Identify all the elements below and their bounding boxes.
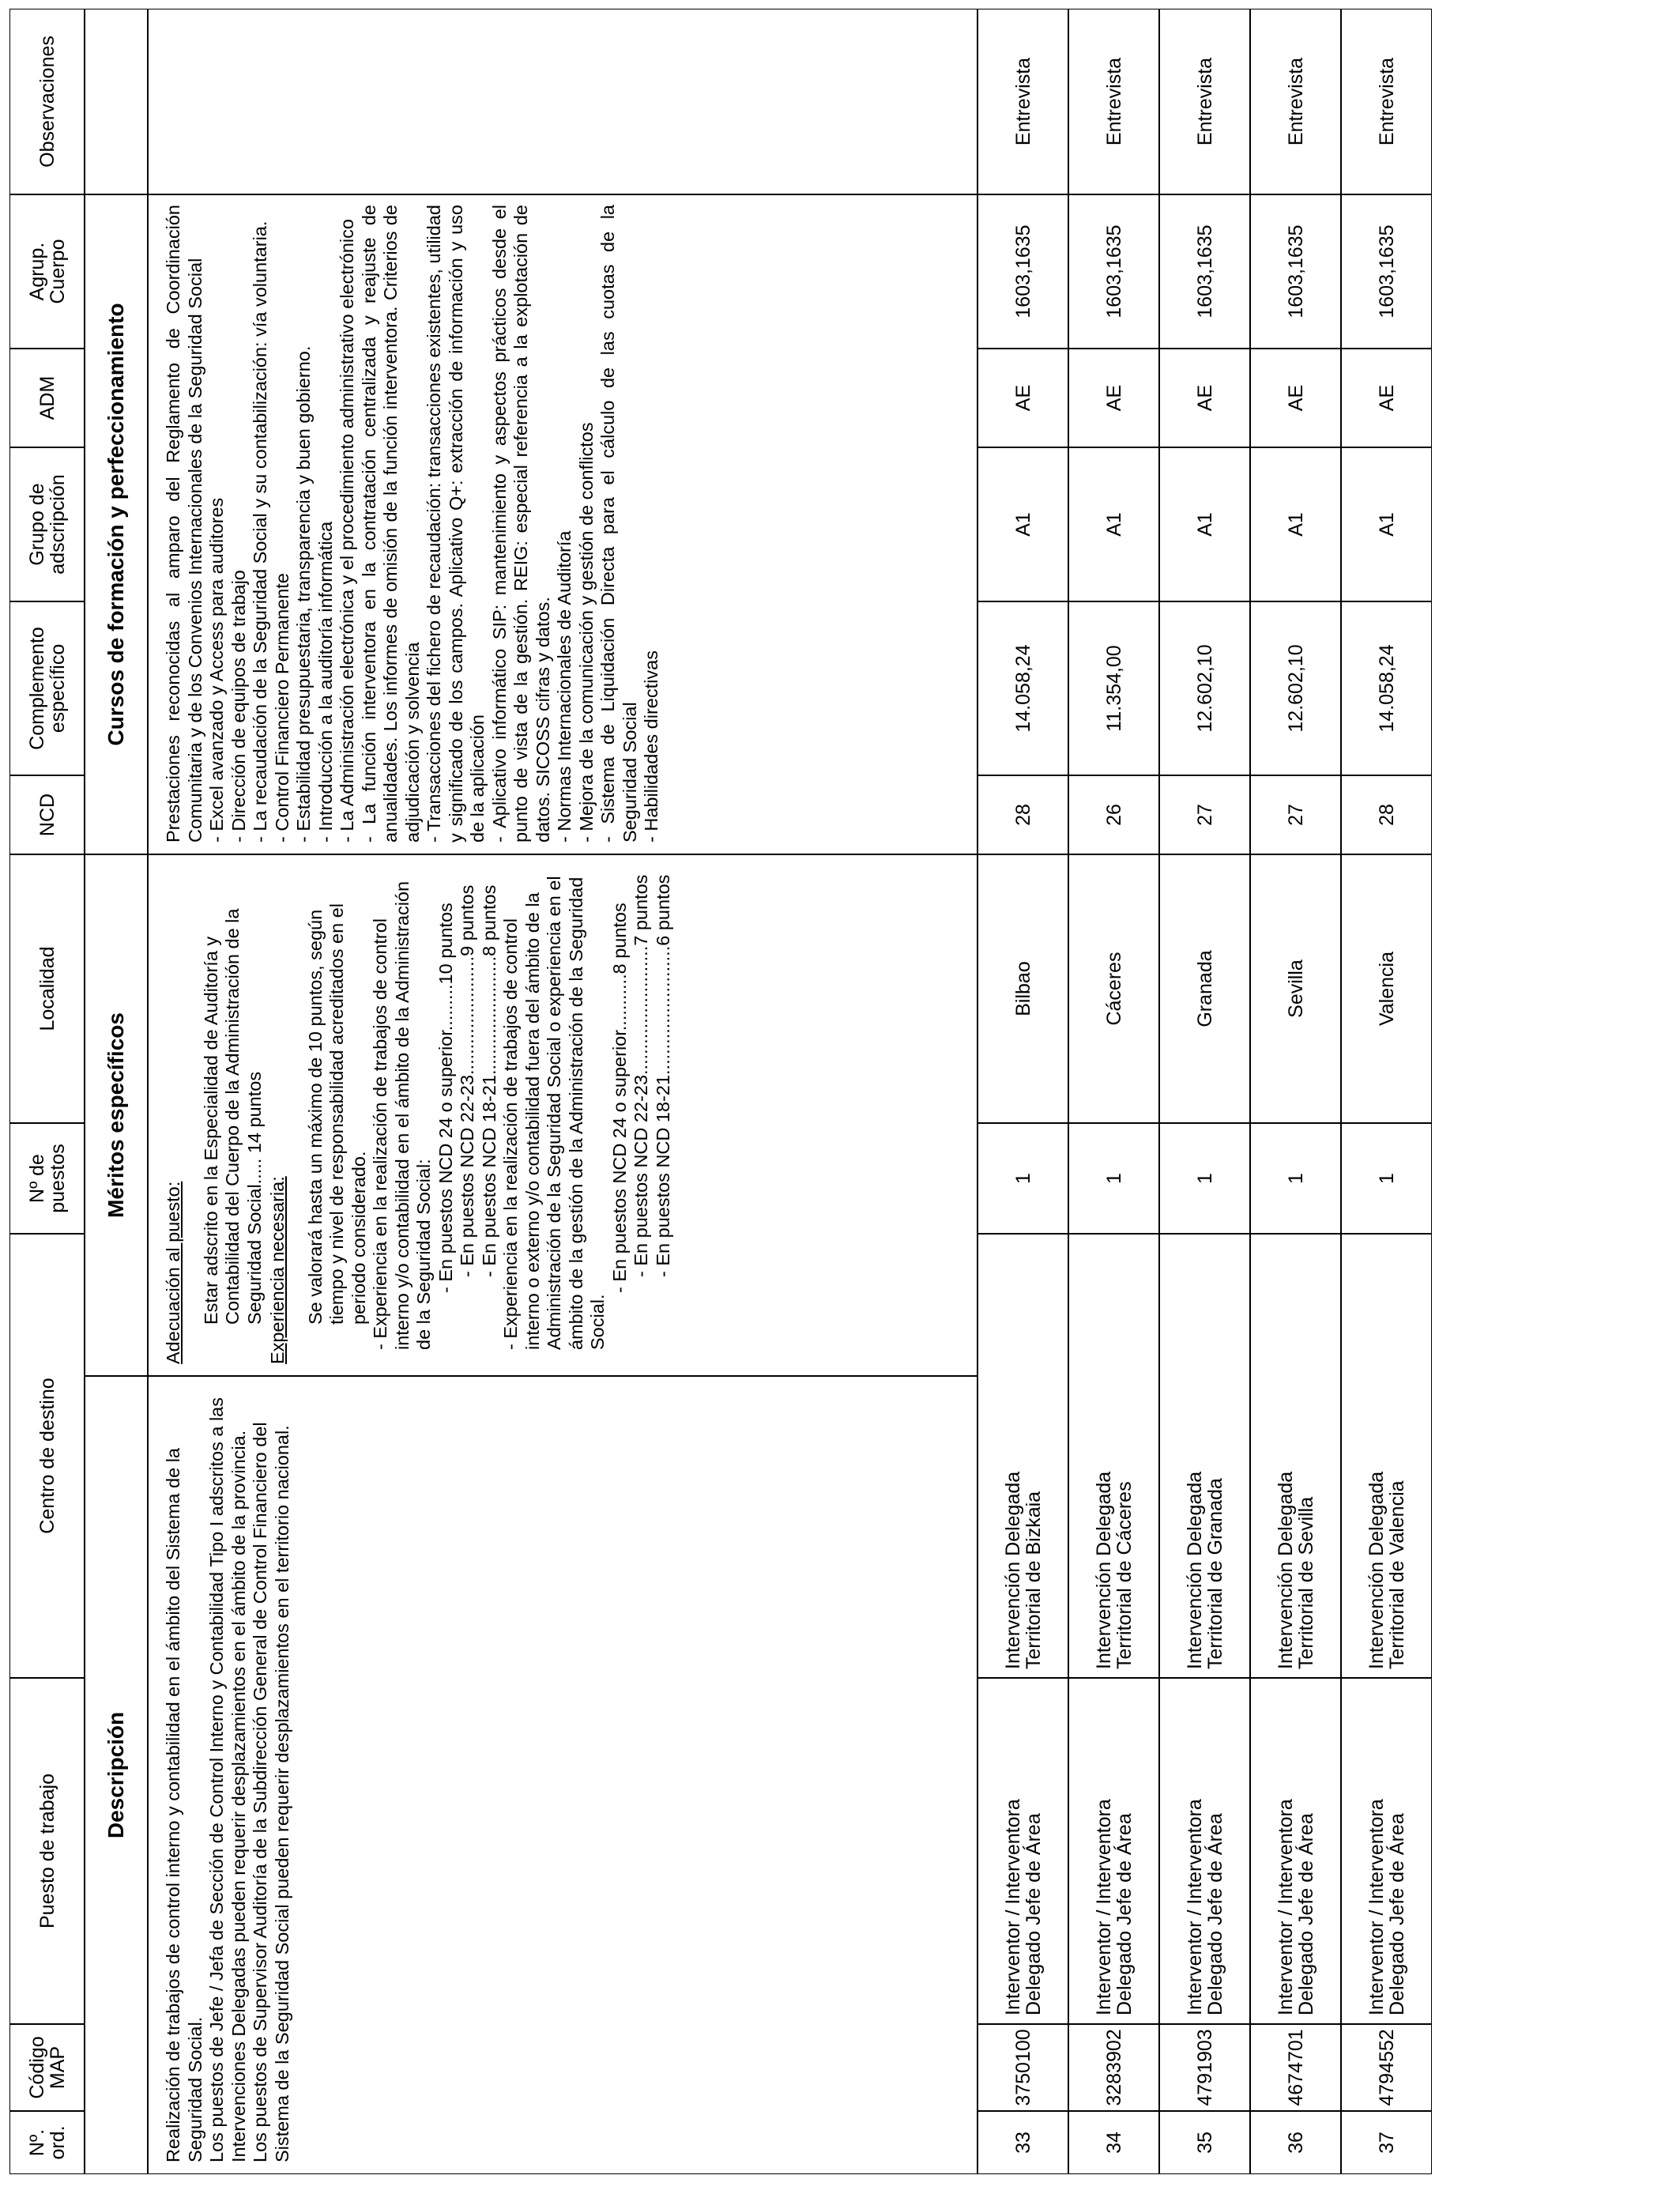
cell-centro: Intervención Delegada Territorial de Valencia bbox=[1341, 1234, 1432, 1678]
cell-ncd: 26 bbox=[1068, 775, 1159, 854]
experiencia-2: - Experiencia en la realización de trabajos de control interno o externo y/o contabilidad fuera del ámbito de la Administración de la Seguridad Social o experiencia en el ámbito de la gestión de la Administración de la Seguridad Social. bbox=[500, 876, 608, 1350]
cell-n-puestos: 1 bbox=[977, 1123, 1068, 1234]
header-n-puestos: Nº de puestos bbox=[9, 1123, 85, 1234]
cell-grupo: A1 bbox=[1250, 447, 1341, 601]
cell-ncd: 27 bbox=[1250, 775, 1341, 854]
cell-agrup: 1603,1635 bbox=[1068, 194, 1159, 349]
cell-localidad: Sevilla bbox=[1250, 854, 1341, 1123]
experiencia-title: Experiencia necesaria: bbox=[267, 1176, 288, 1364]
cell-ncd: 28 bbox=[977, 775, 1068, 854]
cell-puesto: Interventor / Interventora Delegado Jefe de Área bbox=[977, 1678, 1068, 2024]
cell-complemento: 14.058,24 bbox=[1341, 601, 1432, 775]
cell-grupo: A1 bbox=[1068, 447, 1159, 601]
cell-grupo: A1 bbox=[1341, 447, 1432, 601]
cell-puesto: Interventor / Interventora Delegado Jefe de Área bbox=[1068, 1678, 1159, 2024]
cell-observaciones: Entrevista bbox=[1250, 9, 1341, 194]
header-codigo: Código MAP bbox=[9, 2024, 85, 2111]
cell-adm: AE bbox=[1159, 349, 1250, 447]
cell-centro: Intervención Delegada Territorial de Sevilla bbox=[1250, 1234, 1341, 1678]
cell-n-ord: 36 bbox=[1250, 2111, 1341, 2174]
cell-observaciones: Entrevista bbox=[1341, 9, 1432, 194]
cell-complemento: 12.602,10 bbox=[1159, 601, 1250, 775]
cell-n-puestos: 1 bbox=[1341, 1123, 1432, 1234]
cell-puesto: Interventor / Interventora Delegado Jefe de Área bbox=[1159, 1678, 1250, 2024]
section-empty bbox=[85, 9, 148, 194]
header-agrup: Agrup. Cuerpo bbox=[9, 194, 85, 349]
cell-agrup: 1603,1635 bbox=[1341, 194, 1432, 349]
cell-agrup: 1603,1635 bbox=[1159, 194, 1250, 349]
descripcion-text: Realización de trabajos de control interno y contabilidad en el ámbito del Sistema de la Seguridad Social. Los puestos de Jefe / Jefa de Sección de Control Interno y Contabilidad Tipo I adscritos a las Intervenciones Delegadas pueden requerir desplazamientos en el ámbito de la provincia. Los puestos de Supervisor Auditoría de la Subdirección General de Control Financiero del Sistema de la Seguridad Social pueden requerir desplazamientos en el territorio nacional. bbox=[148, 1376, 977, 2174]
cell-adm: AE bbox=[1250, 349, 1341, 447]
cell-adm: AE bbox=[1341, 349, 1432, 447]
header-puesto: Puesto de trabajo bbox=[9, 1678, 85, 2024]
header-grupo: Grupo de adscripción bbox=[9, 447, 85, 601]
adecuacion-text: Estar adscrito en la Especialidad de Auditoría y Contabilidad del Cuerpo de la Administración de la Seguridad Social..... 14 puntos bbox=[200, 908, 265, 1325]
cell-n-ord: 33 bbox=[977, 2111, 1068, 2174]
meritos-text bbox=[148, 854, 977, 1376]
cell-agrup: 1603,1635 bbox=[1250, 194, 1341, 349]
cell-complemento: 11.354,00 bbox=[1068, 601, 1159, 775]
header-ncd: NCD bbox=[9, 775, 85, 854]
cell-observaciones: Entrevista bbox=[1159, 9, 1250, 194]
cell-adm: AE bbox=[1068, 349, 1159, 447]
cell-complemento: 14.058,24 bbox=[977, 601, 1068, 775]
header-adm: ADM bbox=[9, 349, 85, 447]
cell-ncd: 28 bbox=[1341, 775, 1432, 854]
positions-table bbox=[9, 9, 1432, 2174]
cell-grupo: A1 bbox=[977, 447, 1068, 601]
cursos-text: Prestaciones reconocidas al amparo del Reglamento de Coordinación Comunitaria y de los Convenios Internacionales de la Seguridad Social - Excel avanzado y Access para auditores - Dirección de equipos de trabajo - La recaudación de la Seguridad Social y su contabilización: vía voluntaria. - Control Financiero Permanente - Estabilidad presupuestaria, transparencia y buen gobierno. - Introducción a la auditoría informática - La Administración electrónica y el procedimiento administrativo electrónico - La función interventora en la contratación centralizada y reajuste de anualidades. Los informes de omisión de la función interventora. Criterios de adjudicación y solvencia - Transacciones del fichero de recaudación: transacciones existentes, utilidad y significado de los campos. Aplicativo Q+: extracción de información y uso de la aplicación - Aplicativo informático SIP: mantenimiento y aspectos prácticos desde el punto de vista de la gestión. REIG: especial referencia a la explotación de datos. SICOSS cifras y datos. - Normas Internacionales de Auditoría - Mejora de la comunicación y gestión de conflictos - Sistema de Liquidación Directa para el cálculo de las cuotas de la Seguridad Social - Habilidades directivas bbox=[148, 194, 977, 854]
cell-grupo: A1 bbox=[1159, 447, 1250, 601]
experiencia-1-c: - En puestos NCD 18-21.......................8 puntos bbox=[478, 884, 499, 1277]
experiencia-2-b: - En puestos NCD 22-23.........................7 puntos bbox=[631, 874, 651, 1277]
section-meritos: Méritos específicos bbox=[85, 854, 148, 1376]
observaciones-empty bbox=[148, 9, 977, 194]
cell-n-puestos: 1 bbox=[1250, 1123, 1341, 1234]
cell-codigo: 4674701 bbox=[1250, 2024, 1341, 2111]
header-observaciones: Observaciones bbox=[9, 9, 85, 194]
cell-codigo: 3283902 bbox=[1068, 2024, 1159, 2111]
cell-n-puestos: 1 bbox=[1068, 1123, 1159, 1234]
experiencia-2-a: - En puestos NCD 24 o superior...........8 puntos bbox=[608, 903, 630, 1293]
section-descripcion: Descripción bbox=[85, 1376, 148, 2174]
experiencia-intro: Se valorará hasta un máximo de 10 puntos, según tiempo y nivel de responsabilidad acreditados en el periodo considerado. bbox=[304, 903, 369, 1325]
cell-observaciones: Entrevista bbox=[977, 9, 1068, 194]
cell-n-ord: 37 bbox=[1341, 2111, 1432, 2174]
header-n-ord: Nº. ord. bbox=[9, 2111, 85, 2174]
cell-centro: Intervención Delegada Territorial de Granada bbox=[1159, 1234, 1250, 1678]
cell-centro: Intervención Delegada Territorial de Bizkaia bbox=[977, 1234, 1068, 1678]
cell-centro: Intervención Delegada Territorial de Cáceres bbox=[1068, 1234, 1159, 1678]
experiencia-1: - Experiencia en la realización de trabajos de control interno y/o contabilidad en el ámbito de la Administración de la Seguridad Social: bbox=[370, 880, 434, 1350]
cell-localidad: Bilbao bbox=[977, 854, 1068, 1123]
header-centro: Centro de destino bbox=[9, 1234, 85, 1678]
experiencia-1-b: - En puestos NCD 22-23.......................9 puntos bbox=[457, 884, 477, 1277]
cell-localidad: Granada bbox=[1159, 854, 1250, 1123]
cell-n-ord: 35 bbox=[1159, 2111, 1250, 2174]
cell-observaciones: Entrevista bbox=[1068, 9, 1159, 194]
header-complemento: Complemento específico bbox=[9, 601, 85, 775]
cell-localidad: Cáceres bbox=[1068, 854, 1159, 1123]
section-cursos: Cursos de formación y perfeccionamiento bbox=[85, 194, 148, 854]
cell-codigo: 3750100 bbox=[977, 2024, 1068, 2111]
experiencia-2-c: - En puestos NCD 18-21.........................6 puntos bbox=[652, 874, 673, 1277]
cell-puesto: Interventor / Interventora Delegado Jefe de Área bbox=[1341, 1678, 1432, 2024]
adecuacion-title: Adecuación al puesto: bbox=[163, 1181, 183, 1364]
cell-codigo: 4794552 bbox=[1341, 2024, 1432, 2111]
cell-codigo: 4791903 bbox=[1159, 2024, 1250, 2111]
cell-puesto: Interventor / Interventora Delegado Jefe de Área bbox=[1250, 1678, 1341, 2024]
cell-ncd: 27 bbox=[1159, 775, 1250, 854]
cell-complemento: 12.602,10 bbox=[1250, 601, 1341, 775]
cell-adm: AE bbox=[977, 349, 1068, 447]
experiencia-1-a: - En puestos NCD 24 o superior.........10 puntos bbox=[435, 903, 456, 1293]
cell-localidad: Valencia bbox=[1341, 854, 1432, 1123]
header-localidad: Localidad bbox=[9, 854, 85, 1123]
cell-n-ord: 34 bbox=[1068, 2111, 1159, 2174]
cell-agrup: 1603,1635 bbox=[977, 194, 1068, 349]
cell-n-puestos: 1 bbox=[1159, 1123, 1250, 1234]
